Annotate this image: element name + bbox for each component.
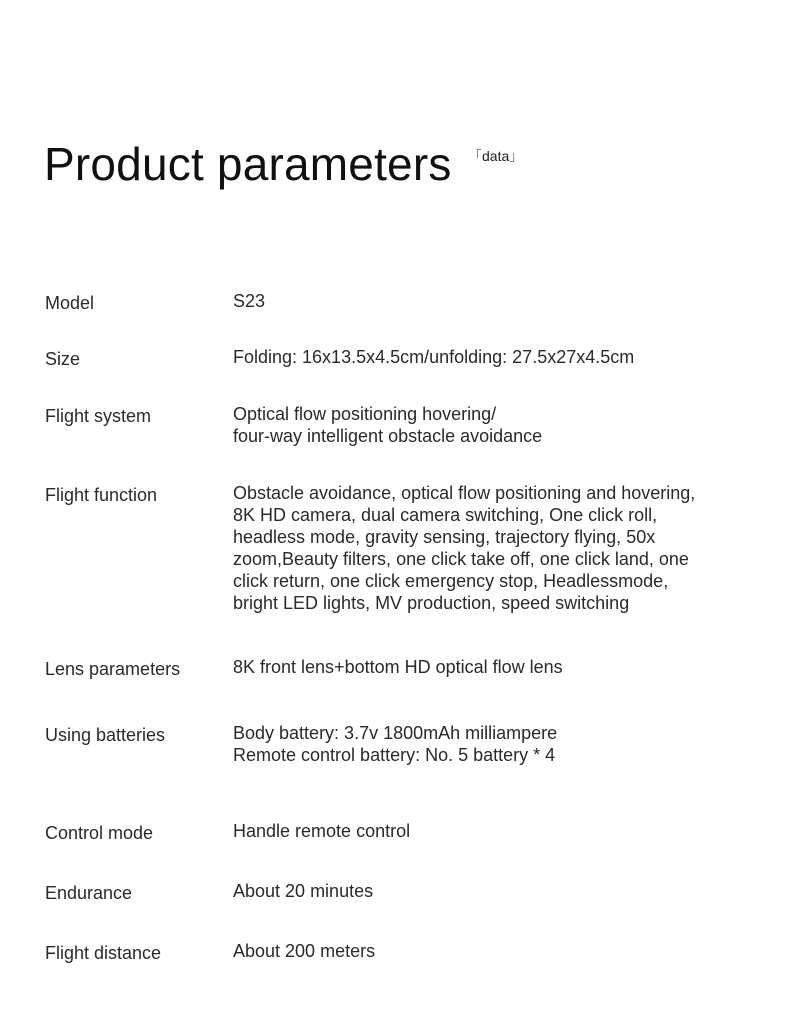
value-line: click return, one click emergency stop, Headlessmode, <box>233 571 669 591</box>
value-line: S23 <box>233 291 266 311</box>
value-line: zoom,Beauty filters, one click take off, one click land, one <box>233 549 689 569</box>
value-line: Folding: 16x13.5x4.5cm/unfolding: 27.5x27x4.5cm <box>233 347 635 367</box>
param-value-control-mode <box>233 820 763 842</box>
value-line: 8K front lens+bottom HD optical flow lens <box>233 657 563 677</box>
value-line: Optical flow positioning hovering/ <box>233 404 497 424</box>
value-line: Handle remote control <box>233 821 411 841</box>
value-line: headless mode, gravity sensing, trajectory flying, 50x <box>233 527 656 547</box>
param-label-control-mode: Control mode <box>45 823 154 843</box>
param-value-lens-parameters <box>233 656 763 678</box>
param-label-model: Model <box>45 293 95 313</box>
value-line: About 20 minutes <box>233 881 374 901</box>
value-line: Body battery: 3.7v 1800mAh milliampere <box>233 723 558 743</box>
title-tag: 「data」 <box>468 148 524 164</box>
param-label-using-batteries: Using batteries <box>45 725 166 745</box>
param-value-endurance <box>233 880 763 902</box>
param-value-size <box>233 346 763 368</box>
param-label-size: Size <box>45 349 81 369</box>
value-line: bright LED lights, MV production, speed switching <box>233 593 630 613</box>
value-line: Remote control battery: No. 5 battery * 4 <box>233 745 556 765</box>
value-line: About 200 meters <box>233 941 376 961</box>
param-value-flight-distance <box>233 940 763 962</box>
param-label-lens-parameters: Lens parameters <box>45 659 181 679</box>
page-title: Product parameters <box>44 138 452 190</box>
param-label-flight-distance: Flight distance <box>45 943 162 963</box>
param-value-flight-function <box>233 482 763 614</box>
param-value-flight-system <box>233 403 763 447</box>
param-label-endurance: Endurance <box>45 883 133 903</box>
param-label-flight-function: Flight function <box>45 485 158 505</box>
param-value-using-batteries <box>233 722 763 766</box>
param-label-flight-system: Flight system <box>45 406 152 426</box>
value-line: 8K HD camera, dual camera switching, One click roll, <box>233 505 658 525</box>
param-value-model <box>233 290 763 312</box>
value-line: Obstacle avoidance, optical flow positioning and hovering, <box>233 483 696 503</box>
value-line: four-way intelligent obstacle avoidance <box>233 426 543 446</box>
